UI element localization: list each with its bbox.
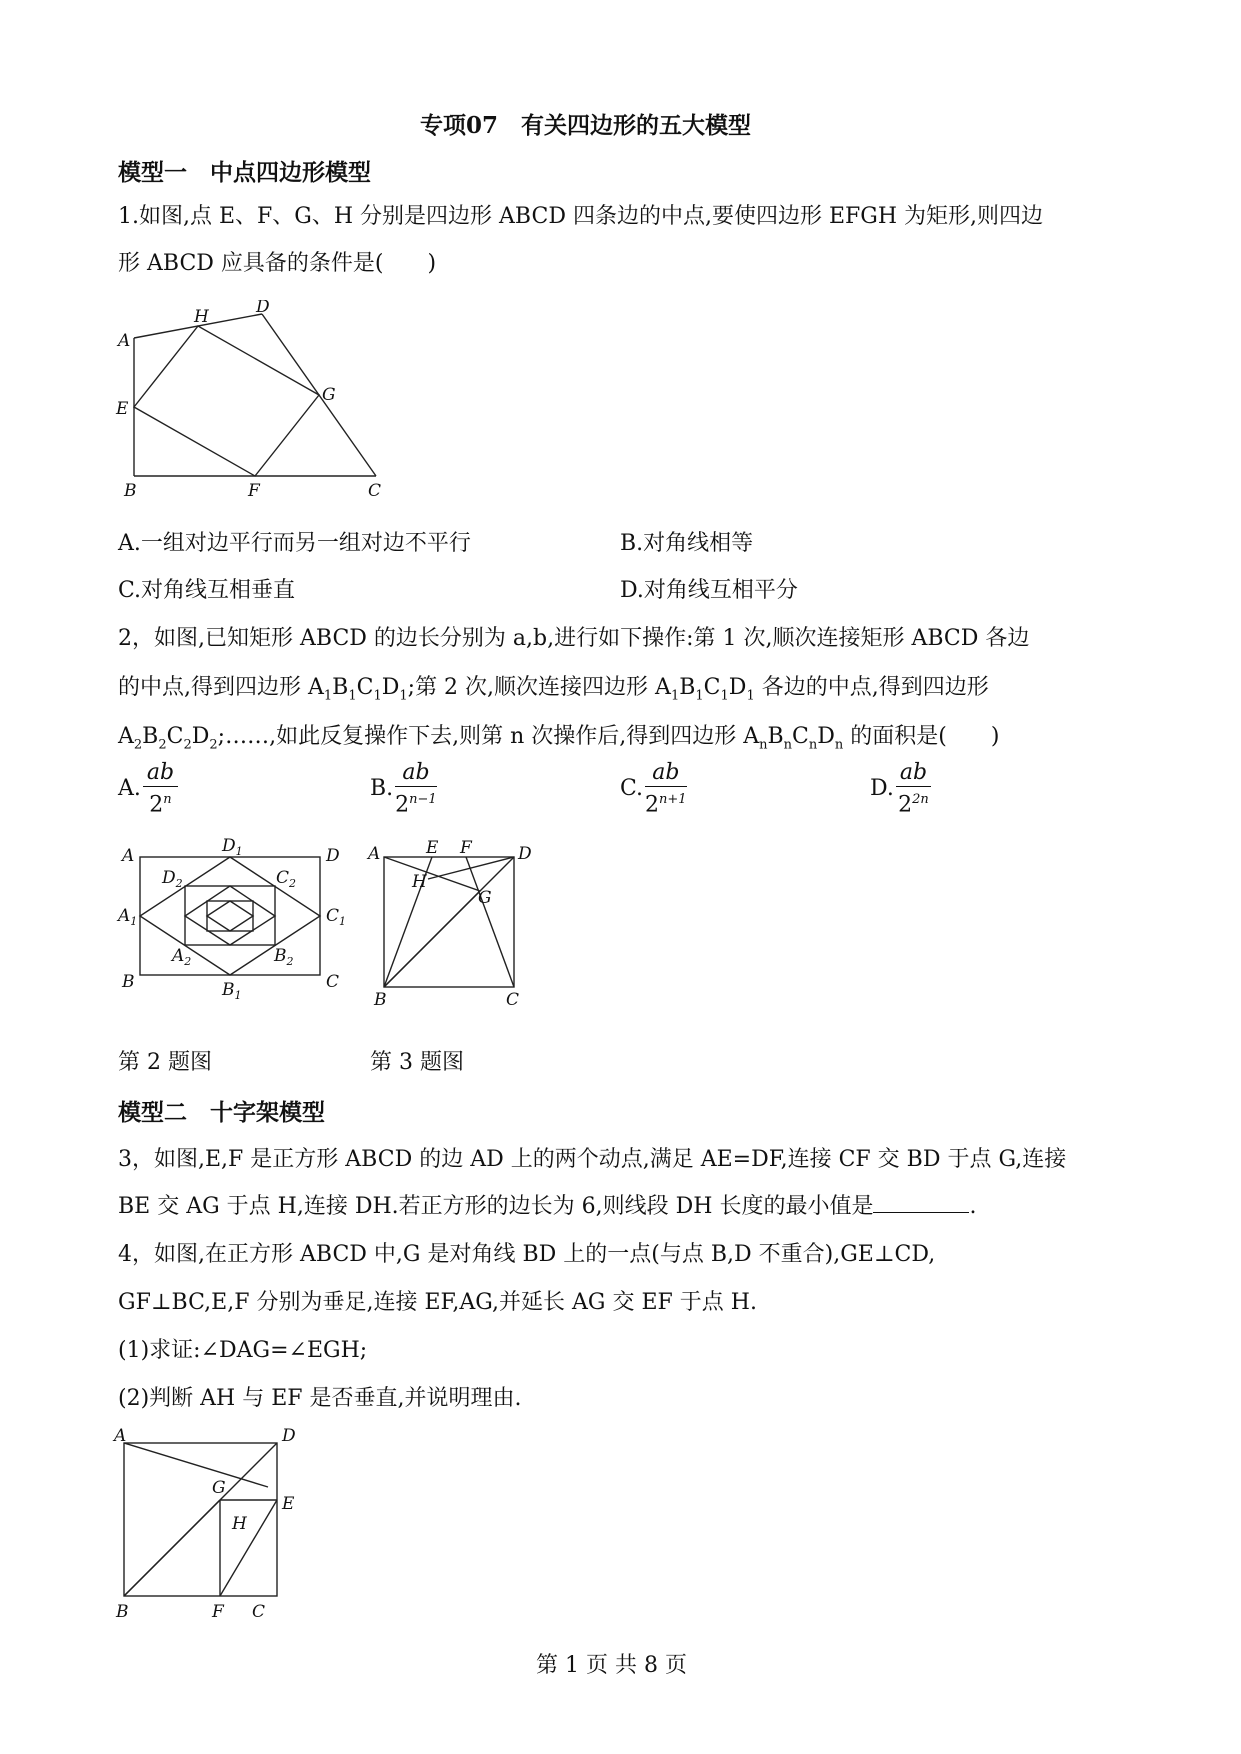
q1-option-a[interactable]: A.一组对边平行而另一组对边不平行	[118, 531, 471, 556]
svg-text:C: C	[326, 972, 340, 992]
q1-label-f: F	[248, 481, 260, 500]
page-title: 专项07 有关四边形的五大模型	[420, 112, 752, 139]
svg-text:C2: $C_2$	[276, 868, 297, 890]
q1-label-b: B	[124, 481, 137, 500]
q2-figure	[112, 835, 352, 1010]
svg-text:F: F	[212, 1602, 224, 1622]
q2-option-d[interactable]: D. $\frac{ab}{2^{2n}}$	[870, 760, 931, 818]
q4-figure	[112, 1425, 302, 1625]
svg-text:H: H	[412, 872, 427, 892]
svg-text:F: F	[460, 838, 472, 858]
q3-figure	[360, 835, 540, 1015]
q3-text-line2: BE 交 AG 于点 H,连接 DH.若正方形的边长为 6,则线段 DH 长度的最小值是 .	[118, 1189, 976, 1220]
page-footer: 第 1 页 共 8 页	[536, 1653, 687, 1678]
q4-text-line1: 4，如图,在正方形 ABCD 中,G 是对角线 BD 上的一点(与点 B,D 不重合),GE⊥CD,	[118, 1242, 936, 1267]
svg-text:D2: $D_2$	[162, 868, 183, 890]
svg-text:B1: $B_1$	[222, 980, 242, 1002]
svg-text:C: C	[252, 1602, 266, 1622]
q2-option-c[interactable]: C. $\frac{ab}{2^{n+1}}$	[620, 760, 687, 818]
svg-text:A: A	[114, 1426, 127, 1446]
q1-option-d[interactable]: D.对角线互相平分	[620, 578, 798, 603]
svg-text:D1: $D_1$	[222, 836, 243, 858]
svg-text:C: C	[506, 990, 520, 1010]
q1-text-line2: 形 ABCD 应具备的条件是( )	[118, 251, 437, 276]
svg-text:G: G	[212, 1478, 226, 1498]
svg-text:B: B	[374, 990, 387, 1010]
svg-text:D: D	[518, 844, 532, 864]
q3-figure-caption: 第 3 题图	[370, 1050, 464, 1075]
svg-text:B: B	[122, 972, 135, 992]
section-heading-model1: 模型一 中点四边形模型	[118, 159, 371, 186]
q2-text-line2: 的中点,得到四边形 $A_1B_1C_1D_1$;第 2 次,顺次连接四边形 $A_1B_1C_1D_1$ 各边的中点,得到四边形	[118, 675, 989, 704]
svg-text:B2: $B_2$	[274, 946, 294, 968]
svg-text:C1: $C_1$	[326, 906, 347, 928]
svg-text:D: D	[282, 1426, 296, 1446]
svg-text:E: E	[282, 1494, 295, 1514]
q4-text-line2: GF⊥BC,E,F 分别为垂足,连接 EF,AG,并延长 AG 交 EF 于点 H.	[118, 1290, 757, 1315]
q4-part2: (2)判断 AH 与 EF 是否垂直,并说明理由.	[118, 1386, 522, 1411]
q2-option-b[interactable]: B. $\frac{ab}{2^{n-1}}$	[370, 760, 437, 818]
q1-option-b[interactable]: B.对角线相等	[620, 531, 754, 556]
q1-label-c: C	[368, 481, 382, 500]
svg-text:A: A	[122, 846, 135, 866]
svg-text:H: H	[232, 1514, 247, 1534]
q1-label-e: E	[116, 399, 129, 419]
svg-text:A1: $A_1$	[118, 906, 138, 928]
svg-text:B: B	[116, 1602, 129, 1622]
section-heading-model2: 模型二 十字架模型	[118, 1099, 325, 1126]
svg-text:A: A	[368, 844, 381, 864]
q1-label-h: H	[194, 307, 209, 327]
q1-label-a: A	[118, 331, 131, 351]
q1-figure	[110, 300, 400, 500]
q2-text-line3: $A_2B_2C_2D_2;\dots\dots$,如此反复操作下去,则第 n 次操作后,得到四边形 $A_nB_nC_nD_n$ 的面积是( )	[118, 724, 1000, 753]
q2-option-a[interactable]: A. $\frac{ab}{2^n}$	[118, 760, 178, 818]
q3-answer-blank[interactable]	[873, 1190, 969, 1213]
q3-text-line1: 3，如图,E,F 是正方形 ABCD 的边 AD 上的两个动点,满足 AE=DF,连接 CF 交 BD 于点 G,连接	[118, 1147, 1067, 1172]
q1-option-c[interactable]: C.对角线互相垂直	[118, 578, 296, 603]
q1-text-line1: 1.如图,点 E、F、G、H 分别是四边形 ABCD 四条边的中点,要使四边形 EFGH 为矩形,则四边	[118, 204, 1044, 229]
q1-label-g: G	[322, 385, 336, 405]
q2-text-line1: 2，如图,已知矩形 ABCD 的边长分别为 a,b,进行如下操作:第 1 次,顺次连接矩形 ABCD 各边	[118, 626, 1030, 651]
q2-figure-caption: 第 2 题图	[118, 1050, 212, 1075]
svg-text:D: D	[326, 846, 340, 866]
svg-text:G: G	[478, 888, 492, 908]
q4-part1: (1)求证:∠DAG=∠EGH;	[118, 1338, 368, 1363]
q1-label-d: D	[256, 300, 270, 317]
svg-text:A2: $A_2$	[172, 946, 192, 968]
svg-text:E: E	[426, 838, 439, 858]
